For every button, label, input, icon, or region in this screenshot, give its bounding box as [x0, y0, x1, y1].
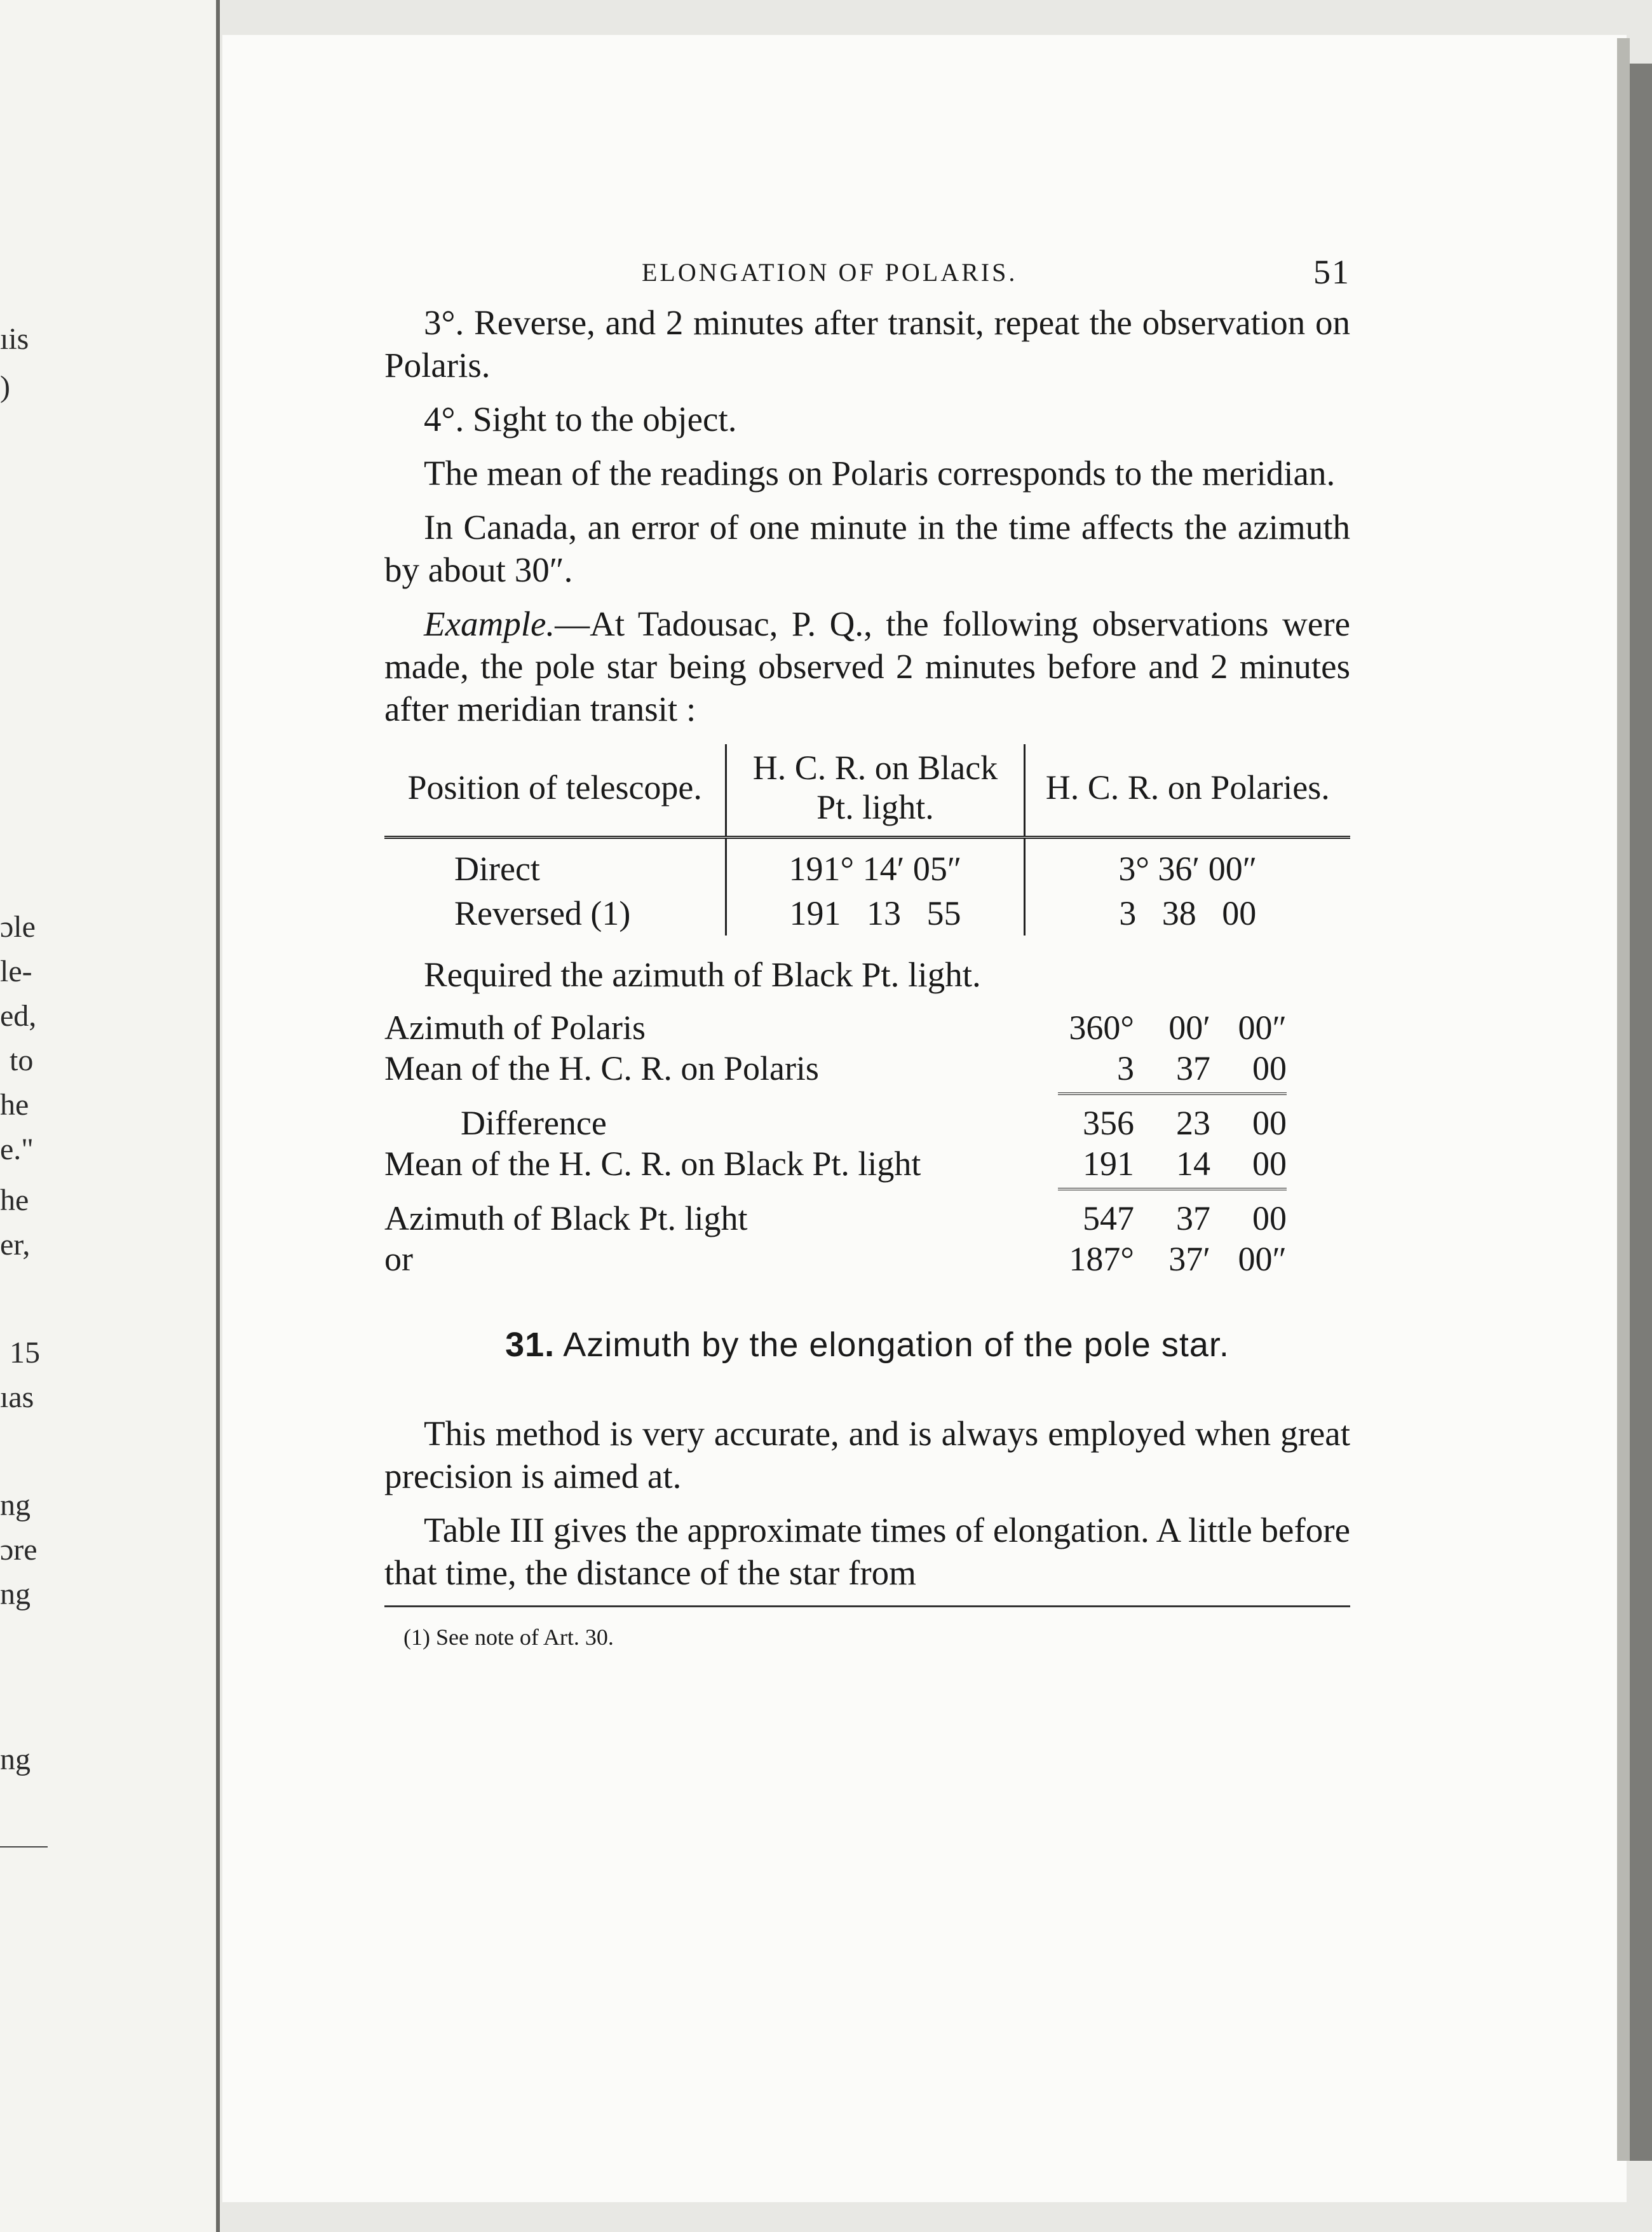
table-header-row [384, 744, 1350, 838]
calc-minutes: 37 [1176, 1199, 1210, 1237]
example-text: —At Tadousac, P. Q., the following observations were made, the pole star being observed 2 minutes before and 2 minutes after meridian transit : [384, 604, 1350, 728]
left-fragment: le- [0, 955, 32, 988]
calc-minutes: 37′ [1168, 1240, 1210, 1278]
left-fragment: ng [0, 1577, 30, 1611]
calc-minutes: 00′ [1168, 1009, 1210, 1047]
calc-seconds: 00 [1252, 1145, 1287, 1183]
left-page [0, 0, 220, 2232]
example-label: Example. [424, 604, 555, 643]
left-fragment: ɔre [0, 1533, 37, 1567]
cell-position: Reversed (1) [454, 894, 631, 932]
calc-degrees: 547 [1083, 1199, 1134, 1237]
cell-position: Direct [454, 850, 540, 888]
column-header: H. C. R. on Black Pt. light. [726, 744, 1024, 838]
column-header: H. C. R. on Polaries. [1024, 744, 1350, 838]
calc-seconds: 00 [1252, 1049, 1287, 1087]
paragraph: Table III gives the approximate times of elongation. A little before that time, the distance of the star from [384, 1511, 1350, 1592]
footnote: (1) See note of Art. 30. [403, 1624, 614, 1650]
calc-row [384, 1048, 1287, 1089]
left-fragment: er, [0, 1228, 30, 1262]
left-fragment: e." [0, 1133, 34, 1166]
example-paragraph [384, 602, 1350, 730]
calc-label: Azimuth of Black Pt. light [384, 1199, 748, 1237]
left-fragment: to [10, 1044, 34, 1077]
table-row [384, 891, 1350, 936]
cell-polaris: 3° 36′ 00″ [1118, 850, 1257, 888]
left-fragment: ıis [0, 322, 29, 356]
section-number: 31. [505, 1326, 555, 1364]
computation [384, 1007, 1287, 1279]
calc-degrees: 3 [1117, 1049, 1134, 1087]
observation-table [384, 744, 1350, 936]
calc-degrees: 356 [1083, 1104, 1134, 1142]
left-fragment: ng [0, 1488, 30, 1522]
paragraph: In Canada, an error of one minute in the time affects the azimuth by about 30″. [384, 508, 1350, 589]
calc-row [384, 1198, 1287, 1239]
page-content [384, 251, 1350, 1659]
calc-label: Mean of the H. C. R. on Polaris [384, 1049, 819, 1087]
paragraph: 3°. Reverse, and 2 minutes after transit, repeat the observation on Polaris. [384, 303, 1350, 384]
calc-rule [1058, 1092, 1287, 1095]
running-head [384, 251, 1350, 294]
page-edge [1617, 38, 1630, 2161]
left-fragment: 15 [10, 1336, 40, 1370]
paragraph: The mean of the readings on Polaris corresponds to the meridian. [424, 454, 1336, 493]
calc-minutes: 23 [1176, 1104, 1210, 1142]
cell-black-pt: 191° 14′ 05″ [726, 838, 1024, 892]
left-footnote-rule [0, 1846, 48, 1848]
computation-intro: Required the azimuth of Black Pt. light. [424, 955, 981, 994]
paragraph: 4°. Sight to the object. [424, 400, 737, 439]
calc-minutes: 14 [1176, 1145, 1210, 1183]
calc-degrees: 360° [1069, 1009, 1134, 1047]
calc-seconds: 00 [1252, 1104, 1287, 1142]
calc-degrees: 187° [1069, 1240, 1134, 1278]
section-heading [384, 1324, 1350, 1366]
calc-rule [1058, 1188, 1287, 1190]
left-fragment: ed, [0, 999, 37, 1033]
paragraph: This method is very accurate, and is always employed when great precision is aimed at. [384, 1414, 1350, 1495]
calc-seconds: 00″ [1238, 1240, 1287, 1278]
calc-seconds: 00 [1252, 1199, 1287, 1237]
cell-polaris: 3 38 00 [1119, 894, 1257, 932]
left-fragment: he [0, 1183, 29, 1217]
calc-minutes: 37 [1176, 1049, 1210, 1087]
running-title: ELONGATION OF POLARIS. [642, 258, 1018, 287]
left-fragment: ɔle [0, 910, 36, 944]
calc-row [384, 1007, 1287, 1048]
footnote-rule [384, 1605, 1350, 1607]
calc-row [384, 1143, 1287, 1184]
left-fragment: ) [0, 370, 10, 404]
section-title: Azimuth by the elongation of the pole star. [563, 1326, 1229, 1364]
calc-row [384, 1239, 1287, 1279]
left-fragment: ıas [0, 1380, 34, 1414]
column-header: Position of telescope. [384, 744, 726, 838]
table-row [384, 838, 1350, 892]
calc-label: Difference [461, 1104, 607, 1142]
calc-seconds: 00″ [1238, 1009, 1287, 1047]
book-cover-edge [1630, 64, 1652, 2161]
calc-label: Mean of the H. C. R. on Black Pt. light [384, 1145, 921, 1183]
calc-row [384, 1103, 1287, 1143]
left-fragment: ng [0, 1743, 30, 1776]
left-fragment: he [0, 1088, 29, 1122]
page-number: 51 [1313, 253, 1350, 291]
cell-black-pt: 191 13 55 [726, 891, 1024, 936]
calc-label: or [384, 1240, 413, 1278]
calc-label: Azimuth of Polaris [384, 1009, 646, 1047]
calc-degrees: 191 [1083, 1145, 1134, 1183]
